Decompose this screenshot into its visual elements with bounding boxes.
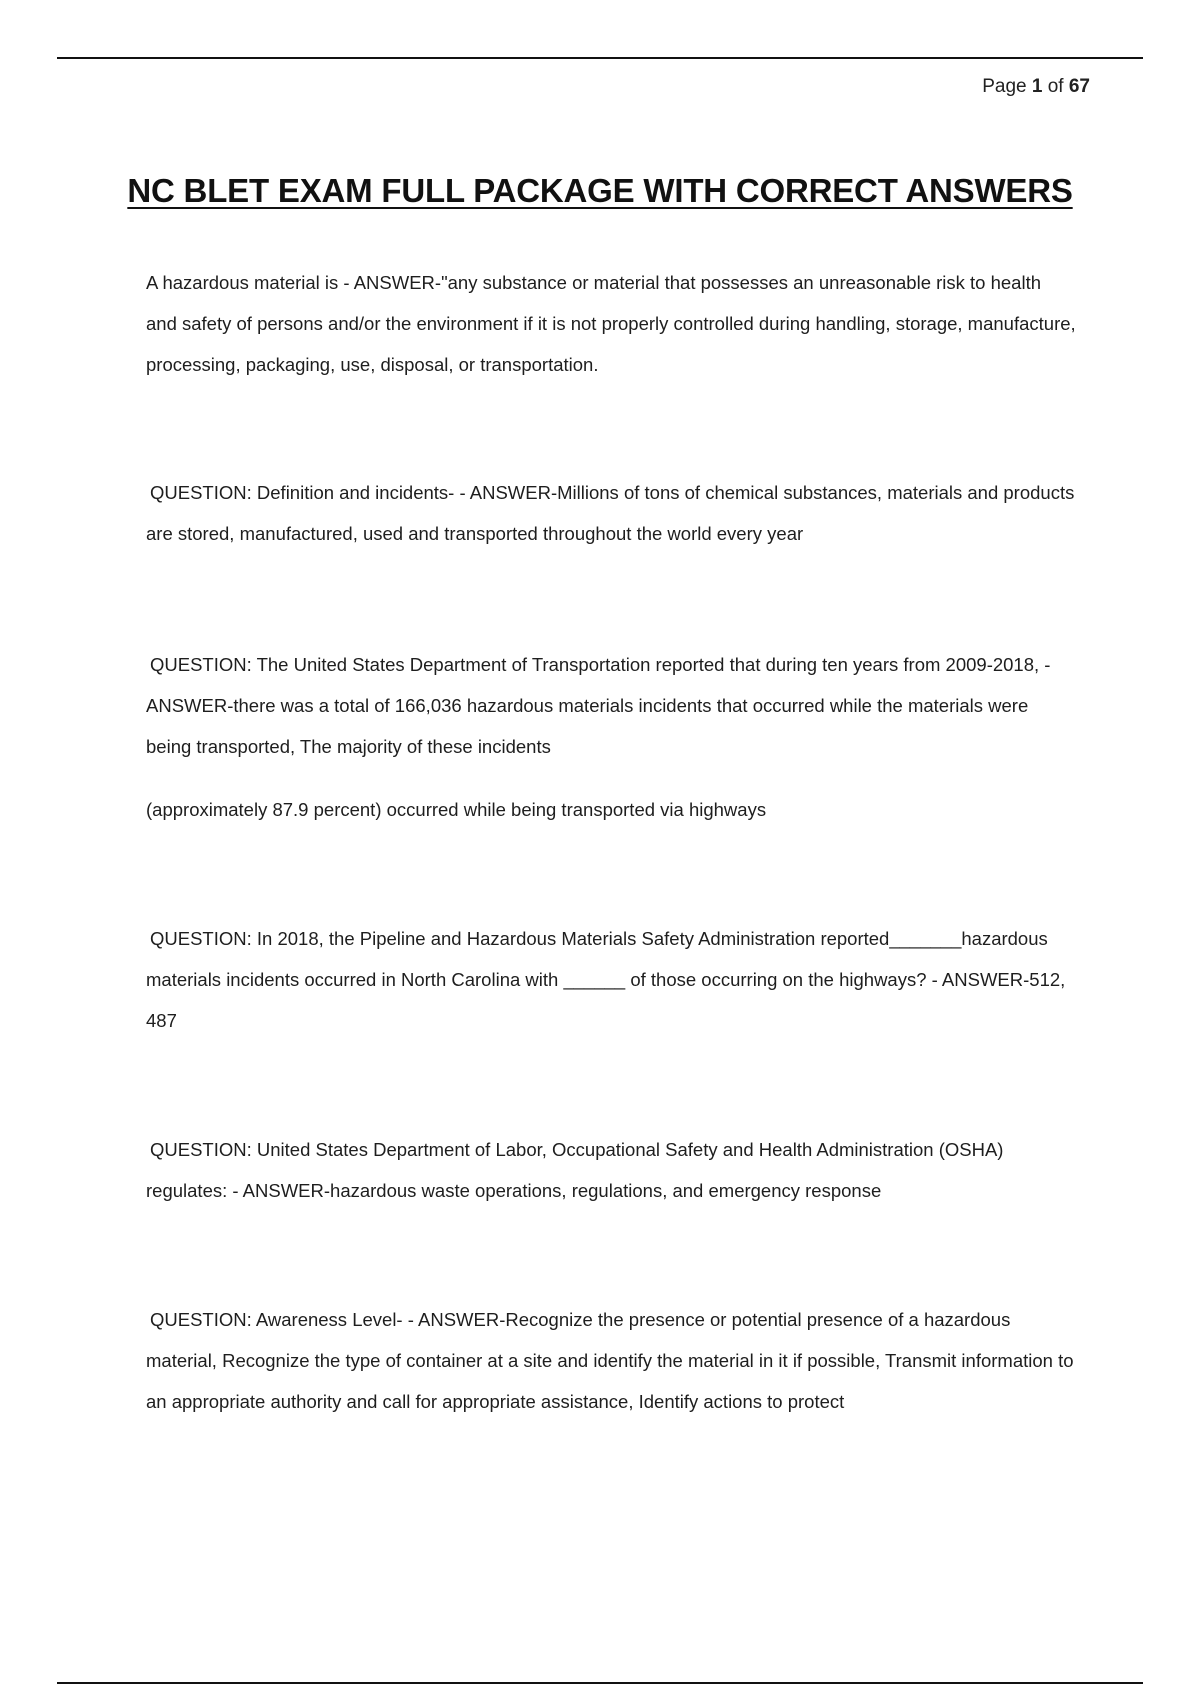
question-entry-definition: QUESTION: Definition and incidents- - ANSWER-Millions of tons of chemical substances, materials and products are stored, manufactured, used and transported throughout the world every year <box>146 482 1075 544</box>
question-entry-dot-report-continued: (approximately 87.9 percent) occurred while being transported via highways <box>146 799 767 820</box>
answer-entry-hazardous-material: A hazardous material is - ANSWER-"any substance or material that possesses an unreasonable risk to health and safety of persons and/or the environment if it is not properly controlled during handling, storage, manufacture, processing, packaging, use, disposal, or transportation. <box>146 272 1076 375</box>
question-entry-awareness-level: QUESTION: Awareness Level- - ANSWER-Recognize the presence or potential presence of a hazardous material, Recognize the type of container at a site and identify the material in it if possible, Transmit information to an appropriate authority and call for appropriate assistance, Identify actions to protect <box>146 1309 1074 1412</box>
page-indicator <box>880 76 1090 98</box>
question-entry-phmsa-2018: QUESTION: In 2018, the Pipeline and Hazardous Materials Safety Administration reported_______hazardous materials incidents occurred in North Carolina with ______ of those occurring on the highways? - ANSWER-512, 487 <box>146 928 1066 1031</box>
question-entry-dot-report: QUESTION: The United States Department of Transportation reported that during ten years from 2009-2018, - ANSWER-there was a total of 166,036 hazardous materials incidents that occurred while the materials were being transported, The majority of these incidents <box>146 654 1051 757</box>
footer-rule <box>57 1682 1143 1684</box>
page-total: 67 <box>1068 76 1090 97</box>
document-title: NC BLET EXAM FULL PACKAGE WITH CORRECT ANSWERS <box>127 172 1073 209</box>
question-entry-osha: QUESTION: United States Department of Labor, Occupational Safety and Health Administration (OSHA) regulates: - ANSWER-hazardous waste operations, regulations, and emergency response <box>146 1139 1004 1201</box>
page-current: 1 <box>1031 76 1043 97</box>
page-label: Page <box>982 76 1027 97</box>
header-rule <box>57 57 1143 59</box>
page-of: of <box>1047 76 1064 97</box>
